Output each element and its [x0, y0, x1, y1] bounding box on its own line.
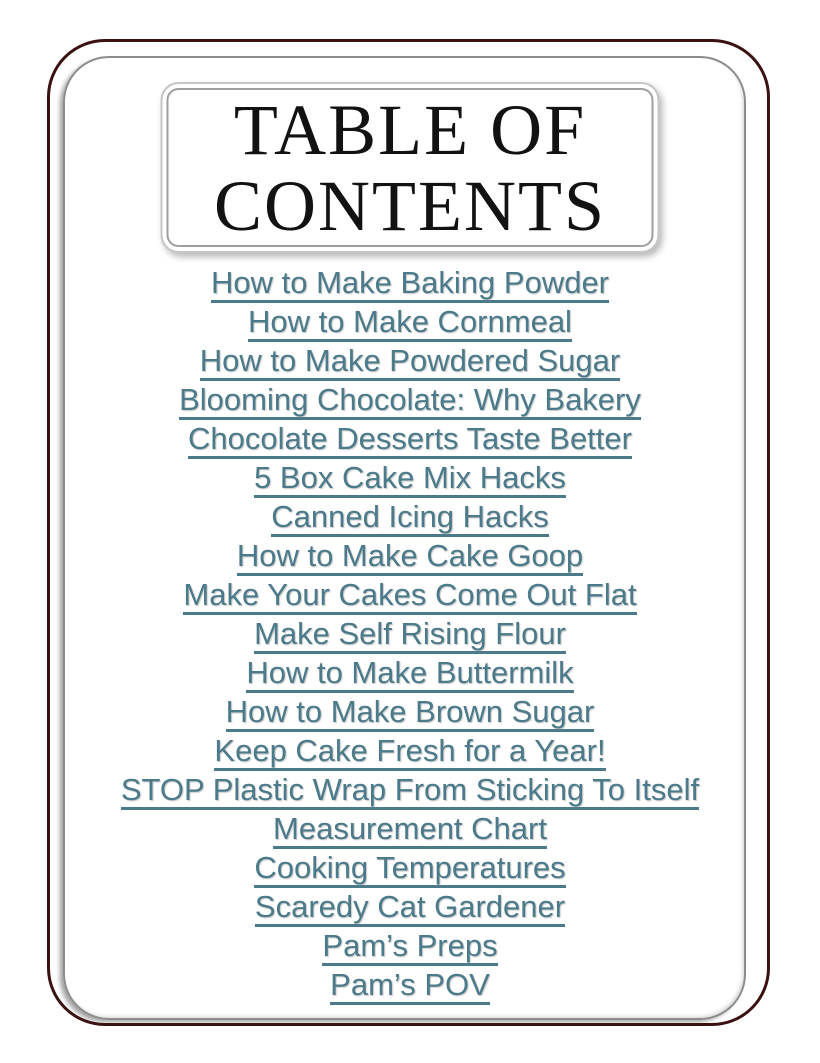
- toc-link-14[interactable]: Measurement Chart: [273, 813, 547, 849]
- toc-item: [226, 696, 595, 732]
- toc-link-7[interactable]: How to Make Cake Goop: [237, 540, 583, 576]
- toc-item: [254, 618, 566, 654]
- toc-item: [214, 735, 605, 771]
- toc-item: [322, 930, 497, 966]
- toc-link-3[interactable]: Blooming Chocolate: Why Bakery: [179, 384, 641, 420]
- toc-item: [188, 423, 632, 459]
- toc-link-18[interactable]: Pam’s POV: [330, 969, 490, 1005]
- toc-link-16[interactable]: Scaredy Cat Gardener: [255, 891, 565, 927]
- toc-item: [200, 345, 620, 381]
- toc-item: [254, 852, 565, 888]
- toc-item: [211, 267, 609, 303]
- toc-link-15[interactable]: Cooking Temperatures: [254, 852, 565, 888]
- page-title-line1: TABLE OF: [233, 89, 587, 170]
- toc-link-9[interactable]: Make Self Rising Flour: [254, 618, 566, 654]
- toc-link-17[interactable]: Pam’s Preps: [322, 930, 497, 966]
- toc-item: [246, 657, 573, 693]
- toc-link-4[interactable]: Chocolate Desserts Taste Better: [188, 423, 632, 459]
- toc-item: [183, 579, 636, 615]
- toc-item: [121, 774, 699, 810]
- toc-item: [330, 969, 490, 1005]
- toc-item: [255, 891, 565, 927]
- page-title-line2: CONTENTS: [214, 165, 606, 246]
- toc-list: [0, 267, 820, 1005]
- toc-link-12[interactable]: Keep Cake Fresh for a Year!: [214, 735, 605, 771]
- toc-item: [271, 501, 548, 537]
- toc-item: [254, 462, 566, 498]
- title-box: [161, 82, 660, 253]
- toc-link-5[interactable]: 5 Box Cake Mix Hacks: [254, 462, 566, 498]
- toc-item: [273, 813, 547, 849]
- toc-link-0[interactable]: How to Make Baking Powder: [211, 267, 609, 303]
- toc-link-6[interactable]: Canned Icing Hacks: [271, 501, 548, 537]
- toc-item: [179, 384, 641, 420]
- toc-item: [248, 306, 572, 342]
- toc-link-10[interactable]: How to Make Buttermilk: [246, 657, 573, 693]
- toc-link-1[interactable]: How to Make Cornmeal: [248, 306, 572, 342]
- toc-link-2[interactable]: How to Make Powdered Sugar: [200, 345, 620, 381]
- toc-link-13[interactable]: STOP Plastic Wrap From Sticking To Itself: [121, 774, 699, 810]
- toc-item: [237, 540, 583, 576]
- toc-link-8[interactable]: Make Your Cakes Come Out Flat: [183, 579, 636, 615]
- toc-link-11[interactable]: How to Make Brown Sugar: [226, 696, 595, 732]
